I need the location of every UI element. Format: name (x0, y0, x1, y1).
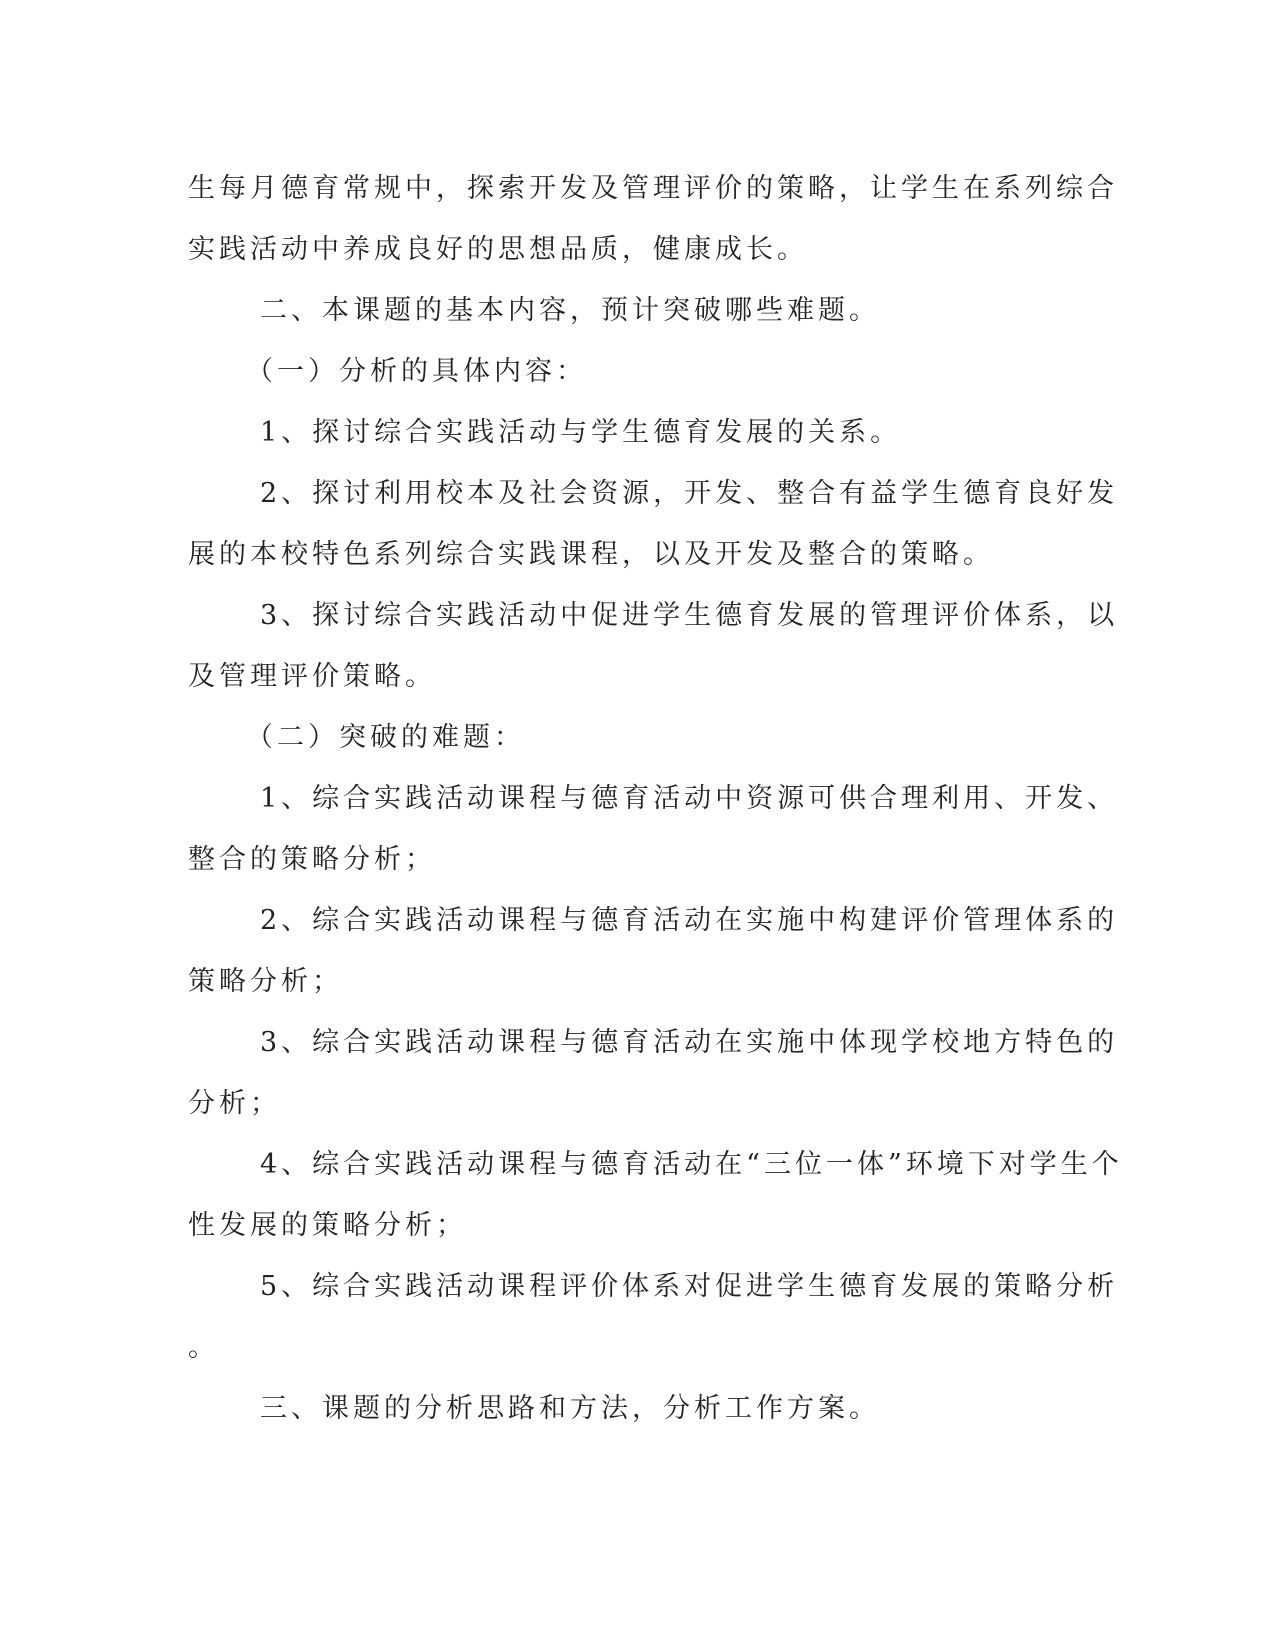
document-body (188, 158, 1123, 1439)
list-item: 3、探讨综合实践活动中促进学生德育发展的管理评价体系，以 (260, 600, 1119, 631)
list-item: 3、综合实践活动课程与德育活动在实施中体现学校地方特色的 (260, 1027, 1119, 1058)
list-item: 5、综合实践活动课程评价体系对促进学生德育发展的策略分析 (260, 1271, 1119, 1302)
paragraph-line: 生每月德育常规中，探索开发及管理评价的策略，让学生在系列综合 (188, 173, 1118, 204)
subsection-heading: （一）分析的具体内容： (246, 356, 587, 387)
list-item-continuation: 及管理评价策略。 (188, 661, 436, 692)
list-item: 4、综合实践活动课程与德育活动在“三位一体”环境下对学生个 (260, 1149, 1123, 1180)
list-item-continuation: 整合的策略分析； (188, 844, 436, 875)
list-item: 2、综合实践活动课程与德育活动在实施中构建评价管理体系的 (260, 905, 1119, 936)
paragraph-line: 实践活动中养成良好的思想品质，健康成长。 (188, 234, 808, 265)
list-item-continuation: 策略分析； (188, 966, 343, 997)
subsection-heading: （二）突破的难题： (246, 722, 525, 753)
list-item-continuation: 。 (188, 1332, 219, 1363)
list-item: 2、探讨利用校本及社会资源，开发、整合有益学生德育良好发 (260, 478, 1119, 509)
list-item-continuation: 性发展的策略分析； (188, 1210, 467, 1241)
list-item-continuation: 展的本校特色系列综合实践课程，以及开发及整合的策略。 (188, 539, 994, 570)
list-item: 1、探讨综合实践活动与学生德育发展的关系。 (260, 417, 902, 448)
section-heading: 三、课题的分析思路和方法，分析工作方案。 (260, 1393, 880, 1424)
list-item-continuation: 分析； (188, 1088, 281, 1119)
section-heading: 二、本课题的基本内容，预计突破哪些难题。 (260, 295, 880, 326)
list-item: 1、综合实践活动课程与德育活动中资源可供合理利用、开发、 (260, 783, 1119, 814)
